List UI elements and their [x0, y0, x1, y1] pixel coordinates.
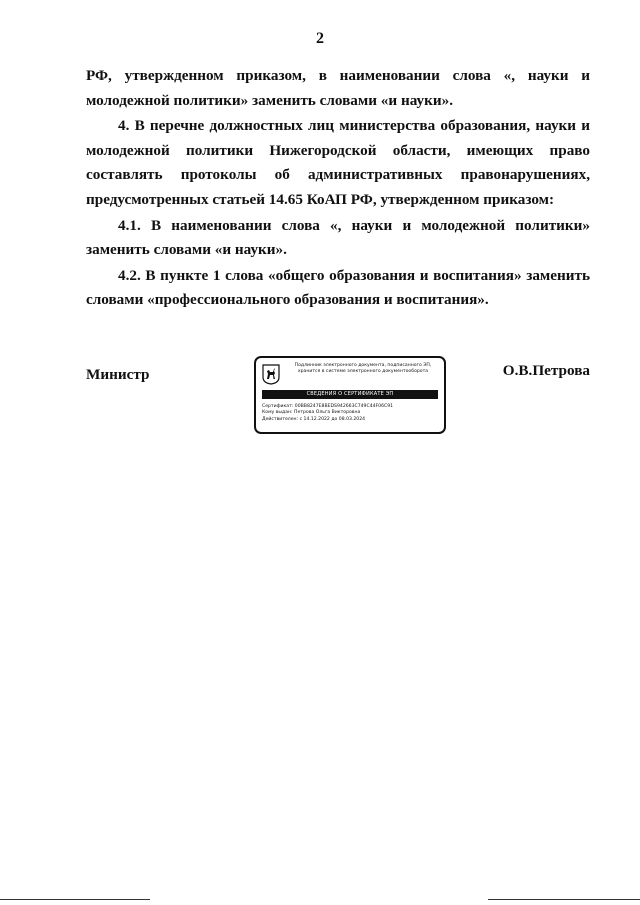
signer-position: Министр [86, 366, 150, 383]
scan-bottom-rule-right [488, 899, 640, 900]
stamp-header-text: Подлинник электронного документа, подписанного ЭП, хранится в системе электронного документооборота [294, 363, 432, 374]
signature-block [86, 356, 590, 446]
electronic-signature-stamp [254, 356, 446, 434]
paragraph-item-4-1: 4.1. В наименовании слова «, науки и молодежной политики» заменить словами «и науки». [86, 216, 590, 259]
signer-name: О.В.Петрова [502, 362, 590, 379]
stamp-issued-to: Кому выдан: Петрова Ольга Викторовна [262, 410, 361, 416]
document-body [86, 64, 590, 314]
page-number: 2 [316, 30, 324, 47]
stamp-certificate-details [262, 404, 440, 423]
nizhny-novgorod-deer-emblem-icon [262, 364, 280, 385]
stamp-validity: Действителен: с 14.12.2022 до 08.03.2024 [262, 416, 366, 422]
paragraph-continuation: РФ, утвержденном приказом, в наименовании слова «, науки и молодежной политики» заменить словами «и науки». [86, 67, 590, 109]
stamp-certificate-title: СВЕДЕНИЯ О СЕРТИФИКАТЕ ЭП [262, 390, 438, 399]
stamp-certificate-number: Сертификат: 00BB8247E8BEDS942663C749C44F06C91 [262, 404, 394, 409]
paragraph-item-4-2: 4.2. В пункте 1 слова «общего образования и воспитания» заменить словами «профессионального образования и воспитания». [86, 266, 590, 309]
paragraph-item-4: 4. В перечне должностных лиц министерства образования, науки и молодежной политики Нижегородской области, имеющих право составлять протоколы об административных правонарушениях, предусмотренных статьей 14.65 КоАП РФ, утвержденном приказом: [86, 117, 590, 208]
scan-bottom-rule-left [0, 899, 150, 900]
